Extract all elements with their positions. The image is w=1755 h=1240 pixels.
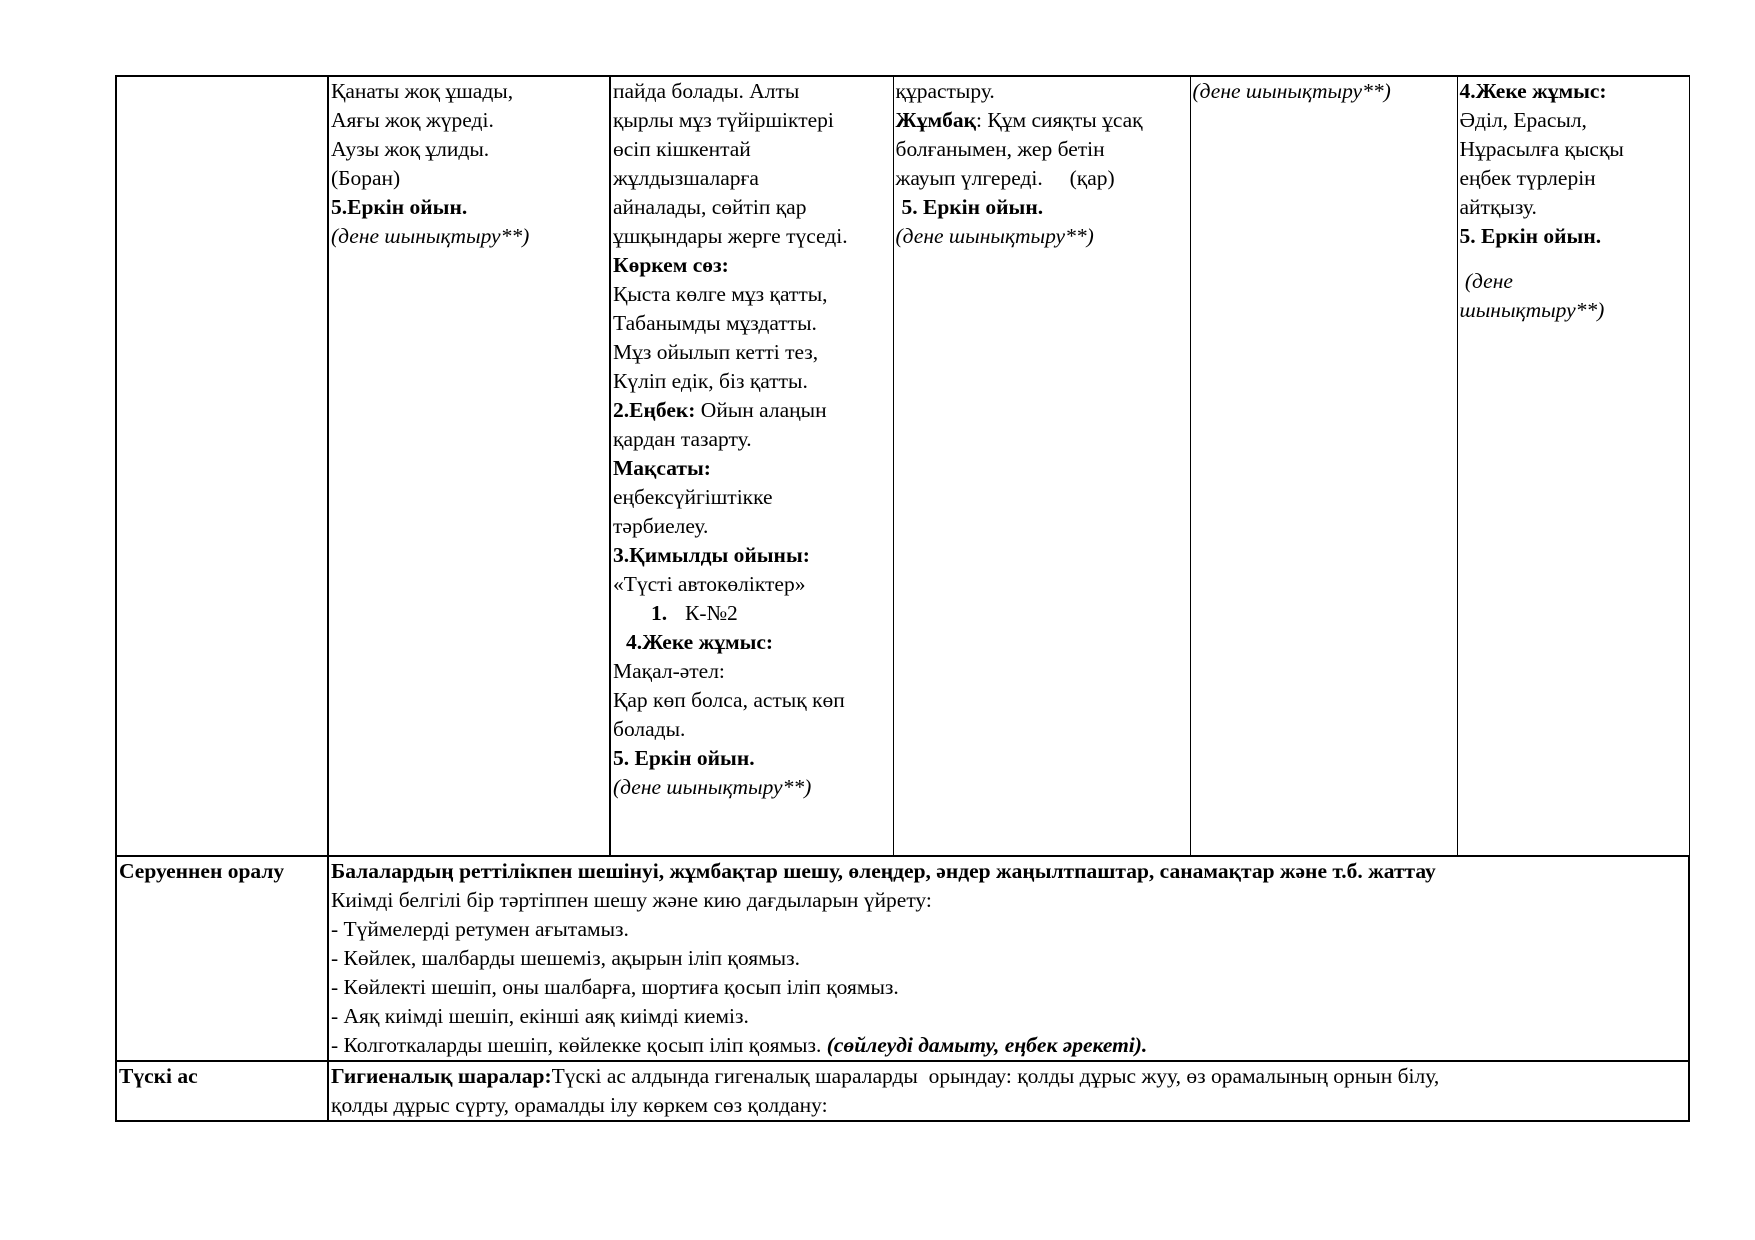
poem-line: Күліп едік, біз қатты. [613,369,808,393]
step-line: - Көйлек, шалбарды шешеміз, ақырын іліп қоямыз. [331,946,801,970]
lunch-row [116,1061,1689,1121]
plan-column-2 [610,76,893,856]
plan-column-4 [1190,76,1457,856]
numbered-item [613,599,891,628]
work-heading: 2.Еңбек: [613,398,696,422]
proverb-heading: Мақал-әтел: [613,659,725,683]
free-play-heading: 5. Еркін ойын. [901,195,1044,219]
row-label-empty [116,76,328,856]
riddle-text: : Құм сияқты ұсақ [976,108,1143,132]
schedule-table [115,75,1690,1122]
proverb-line: Қар көп болса, астық көп [613,688,845,712]
poem-heading: Көркем сөз: [613,253,729,277]
subject-note-cont: шынықтыру**) [1459,298,1605,322]
observation-line: ұшқындары жерге түседі. [613,224,848,248]
list-number: 1. [651,601,668,625]
lunch-content [328,1061,1689,1121]
individual-work-line: айтқызу. [1459,195,1537,219]
proverb-line: болады. [613,717,686,741]
observation-line: қырлы мұз түйіршіктері [613,108,834,132]
spacer [1460,251,1687,267]
riddle-line: жауып үлгереді. (қар) [895,166,1115,190]
game-heading: 3.Қимылды ойыны: [613,543,810,567]
riddle-line: Аяғы жоқ жүреді. [331,108,494,132]
riddle-answer: (Боран) [331,166,401,190]
goal-heading: Мақсаты: [613,456,711,480]
hygiene-heading: Гигиеналық шаралар: [331,1064,552,1088]
observation-line: айналады, сөйтіп қар [613,195,807,219]
individual-work-line: еңбек түрлерін [1459,166,1596,190]
poem-line: Мұз ойылып кетті тез, [613,340,819,364]
work-text-cont: қардан тазарту. [613,427,752,451]
section-intro: Киімді белгілі бір тәртіппен шешу және кию дағдыларын үйрету: [331,888,932,912]
subject-note: (сөйлеуді дамыту, еңбек әрекеті). [826,1033,1148,1057]
individual-work-line: Нұрасылға қысқы [1459,137,1624,161]
walk-activities-row [116,76,1689,856]
observation-line: өсіп кішкентай [613,137,751,161]
row-label: Түскі ас [119,1064,198,1088]
hygiene-line-cont: қолды дұрыс сүрту, орамалды ілу көркем сөз қолдану: [331,1093,828,1117]
plan-column-5 [1457,76,1689,856]
poem-line: Қыста көлге мұз қатты, [613,282,828,306]
observation-line: жұлдызшаларға [613,166,759,190]
hygiene-text: Түскі ас алдында гигеналық шараларды орындау: қолды дұрыс жуу, өз орамалының орнын білу, [551,1064,1440,1088]
poem-line: Табанымды мұздатты. [613,311,817,335]
game-name: «Түсті автокөліктер» [613,572,806,596]
individual-work-heading: 4.Жеке жұмыс: [626,630,774,654]
subject-note: (дене шынықтыру**) [331,224,530,248]
step-text: - Колготкаларды шешіп, көйлекке қосып іліп қоямыз. [331,1033,827,1057]
work-line [613,396,891,425]
riddle-line: Қанаты жоқ ұшады, [331,79,514,103]
list-item-text: К-№2 [685,601,738,625]
riddle-line: Аузы жоқ ұлиды. [331,137,490,161]
section-title: Балалардың реттілікпен шешінуі, жұмбақтар шешу, өлеңдер, әндер жаңылтпаштар, санамақтар және т.б. жаттау [331,859,1436,883]
work-text: Ойын алаңын [695,398,827,422]
step-line: - Аяқ киімді шешіп, екінші аяқ киімді киеміз. [331,1004,749,1028]
return-from-walk-row [116,856,1689,1061]
step-line: - Түймелерді ретумен ағытамыз. [331,917,629,941]
riddle-line [896,106,1188,135]
row-label-cell [116,856,328,1061]
subject-note: (дене шынықтыру**) [895,224,1094,248]
row-label-cell [116,1061,328,1121]
hygiene-line [331,1062,1686,1091]
step-line [331,1031,1686,1060]
row-label: Серуеннен оралу [119,859,285,883]
step-line: - Көйлекті шешіп, оны шалбарға, шортиға қосып іліп қоямыз. [331,975,899,999]
observation-line: пайда болады. Алты [613,79,800,103]
subject-note: (дене шынықтыру**) [613,775,812,799]
free-play-heading: 5.Еркін ойын. [331,195,468,219]
subject-note: (дене шынықтыру**) [1192,79,1391,103]
goal-line: тәрбиелеу. [613,514,709,538]
return-from-walk-content [328,856,1689,1061]
plan-column-3 [893,76,1190,856]
free-play-heading: 5. Еркін ойын. [1459,224,1602,248]
individual-work-line: Әділ, Ерасыл, [1459,108,1587,132]
riddle-line: болғанымен, жер бетін [895,137,1105,161]
subject-note: (дене [1459,269,1513,293]
plan-column-1 [328,76,610,856]
individual-work-heading: 4.Жеке жұмыс: [1459,79,1607,103]
riddle-heading: Жұмбақ [895,108,977,132]
activity-line: құрастыру. [895,79,995,103]
free-play-heading: 5. Еркін ойын. [613,746,755,770]
goal-line: еңбексүйгіштікке [613,485,773,509]
